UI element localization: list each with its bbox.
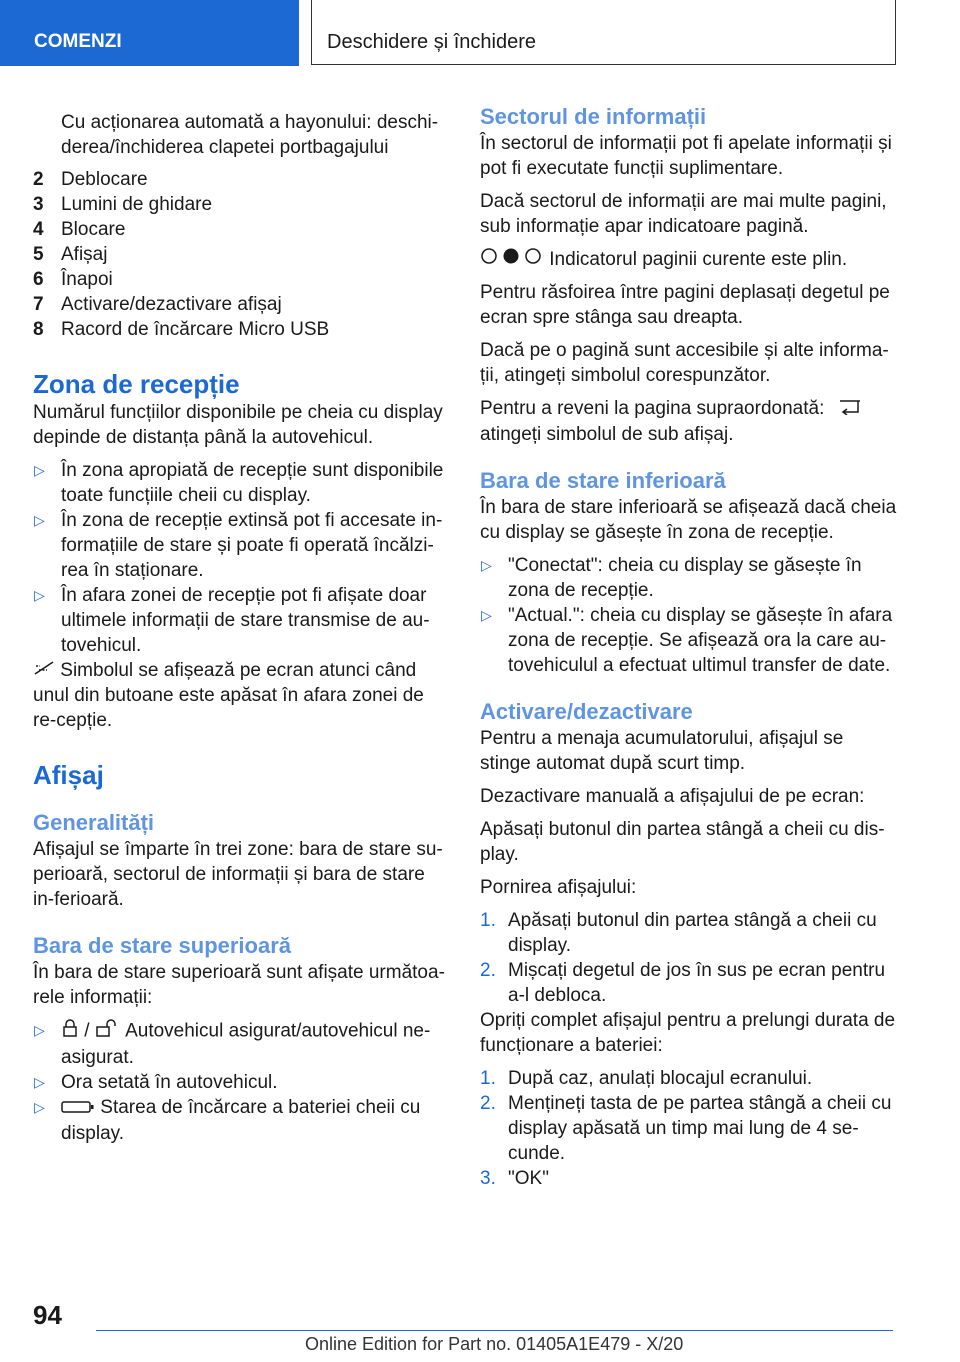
paragraph: Apăsați butonul din partea stângă a cheii cu dis-play. — [480, 818, 885, 865]
footer-edition: Online Edition for Part no. 01405A1E479 - X/20 — [305, 1334, 684, 1354]
bullet-triangle-icon: ▷ — [34, 512, 45, 528]
right-column — [480, 103, 898, 1191]
chapter-title: Deschidere și închidere — [311, 0, 896, 65]
page-number: 94 — [33, 1300, 62, 1330]
bullet-item: ▷ În zona apropiată de recepție sunt disponibile toate funcțiile cheii cu display. — [34, 460, 444, 506]
list-item: Cu acționarea automată a hayonului: deschi-derea/închiderea clapetei portbagajului — [61, 112, 439, 158]
page-header — [0, 0, 960, 66]
section-tab: COMENZI — [0, 0, 299, 66]
list-item: 8 Racord de încărcare Micro USB — [33, 319, 330, 340]
paragraph: Pornirea afișajului: — [480, 876, 637, 898]
lock-open-icon — [95, 1018, 121, 1045]
subsection-heading: Activare/dezactivare — [480, 698, 693, 724]
bullet-item: ▷ / Autovehicul asigurat/autovehicul ne-asigurat. — [33, 1018, 448, 1070]
section-heading: Afișaj — [33, 760, 104, 791]
bullet-triangle-icon: ▷ — [34, 1074, 45, 1091]
bullet-triangle-icon: ▷ — [481, 606, 492, 623]
paragraph: Opriți complet afișajul pentru a prelungi durata de funcționare a bateriei: — [480, 1009, 896, 1056]
bullet-triangle-icon: ▷ — [34, 1022, 45, 1039]
bullet-item: ▷ În afara zonei de recepție pot fi afișate doar ultimele informații de stare transmise de au-tovehicul. — [34, 585, 430, 656]
step-item: 1. Apăsați butonul din partea stângă a cheii cu display. — [480, 909, 877, 956]
paragraph: Pentru a reveni la pagina supraordonată: atingeți simbolul de sub afișaj. — [480, 396, 898, 446]
step-item: 2. Mențineți tasta de pe partea stângă a cheii cu display apăsată un timp mai lung de 4 se-cunde. — [480, 1092, 892, 1164]
paragraph: Dacă sectorul de informații are mai multe pagini, sub informație apar indicatoare pagină. — [480, 191, 887, 237]
section-heading: Zona de recepție — [33, 369, 240, 399]
paragraph: În sectorul de informații pot fi apelate informații și pot fi executate funcții suplimentare. — [480, 133, 892, 179]
out-of-range-signal-icon — [33, 658, 55, 683]
footer-divider — [96, 1330, 893, 1331]
bullet-triangle-icon: ▷ — [481, 556, 492, 573]
return-arrow-icon — [838, 397, 862, 422]
page-indicator-icon — [480, 247, 544, 272]
paragraph: Numărul funcțiilor disponibile pe cheia cu display depinde de distanța până la autovehicul. — [33, 402, 443, 448]
subsection-heading: Bara de stare inferioară — [480, 467, 726, 493]
bullet-triangle-icon: ▷ — [34, 1099, 45, 1116]
battery-icon — [61, 1096, 95, 1121]
list-item: 2 Deblocare — [33, 169, 148, 190]
paragraph: În bara de stare inferioară se afișează dacă cheia cu display se găsește în zona de recepție. — [480, 496, 897, 543]
subsection-heading: Sectorul de informații — [480, 104, 707, 129]
bullet-item: ▷ Starea de încărcare a bateriei cheii cu display. — [34, 1097, 421, 1144]
paragraph: În bara de stare superioară sunt afișate următoa-rele informații: — [33, 962, 445, 1009]
bullet-item: ▷ Ora setată în autovehicul. — [34, 1072, 278, 1094]
list-item: 6 Înapoi — [33, 269, 113, 290]
paragraph: Indicatorul paginii curente este plin. — [480, 247, 898, 272]
bullet-triangle-icon: ▷ — [34, 462, 45, 478]
bullet-item: ▷ "Actual.": cheia cu display se găsește în afara zona de recepție. Se afișează ora la care au-tovehiculul a efectuat ultimul transfer de date. — [481, 604, 893, 676]
subsection-heading: Generalități — [33, 810, 155, 836]
step-item: 2. Mișcați degetul de jos în sus pe ecran pentru a-l debloca. — [480, 959, 886, 1006]
left-column — [33, 110, 448, 1146]
list-item: 7 Activare/dezactivare afișaj — [33, 294, 282, 315]
bullet-item: ▷ În zona de recepție extinsă pot fi accesate in-formațiile de stare și poate fi operată încălzi-rea în staționare. — [34, 510, 443, 581]
paragraph: Pentru răsfoirea între pagini deplasați degetul pe ecran spre stânga sau dreapta. — [480, 282, 890, 329]
lock-closed-icon — [61, 1018, 79, 1045]
list-item: 5 Afișaj — [33, 244, 108, 265]
paragraph: Afișajul se împarte în trei zone: bara de stare su-perioară, sectorul de informații și bara de stare in-ferioară. — [33, 839, 443, 911]
paragraph: Simbolul se afișează pe ecran atunci când unul din butoane este apăsat în afara zonei de re-cepție. — [33, 660, 424, 732]
paragraph: Dacă pe o pagină sunt accesibile și alte informa-ții, atingeți simbolul corespunzător. — [480, 340, 889, 387]
step-item: 1. După caz, anulați blocajul ecranului. — [480, 1067, 813, 1089]
list-item: 4 Blocare — [33, 219, 126, 240]
subsection-heading: Bara de stare superioară — [33, 933, 292, 959]
step-item: 3. "OK" — [480, 1167, 549, 1189]
paragraph: Dezactivare manuală a afișajului de pe ecran: — [480, 785, 865, 807]
paragraph: Pentru a menaja acumulatorului, afișajul se stinge automat după scurt timp. — [480, 727, 844, 774]
list-item: 3 Lumini de ghidare — [33, 194, 213, 215]
bullet-item: ▷ "Conectat": cheia cu display se găsește în zona de recepție. — [481, 554, 862, 601]
bullet-triangle-icon: ▷ — [34, 587, 45, 603]
